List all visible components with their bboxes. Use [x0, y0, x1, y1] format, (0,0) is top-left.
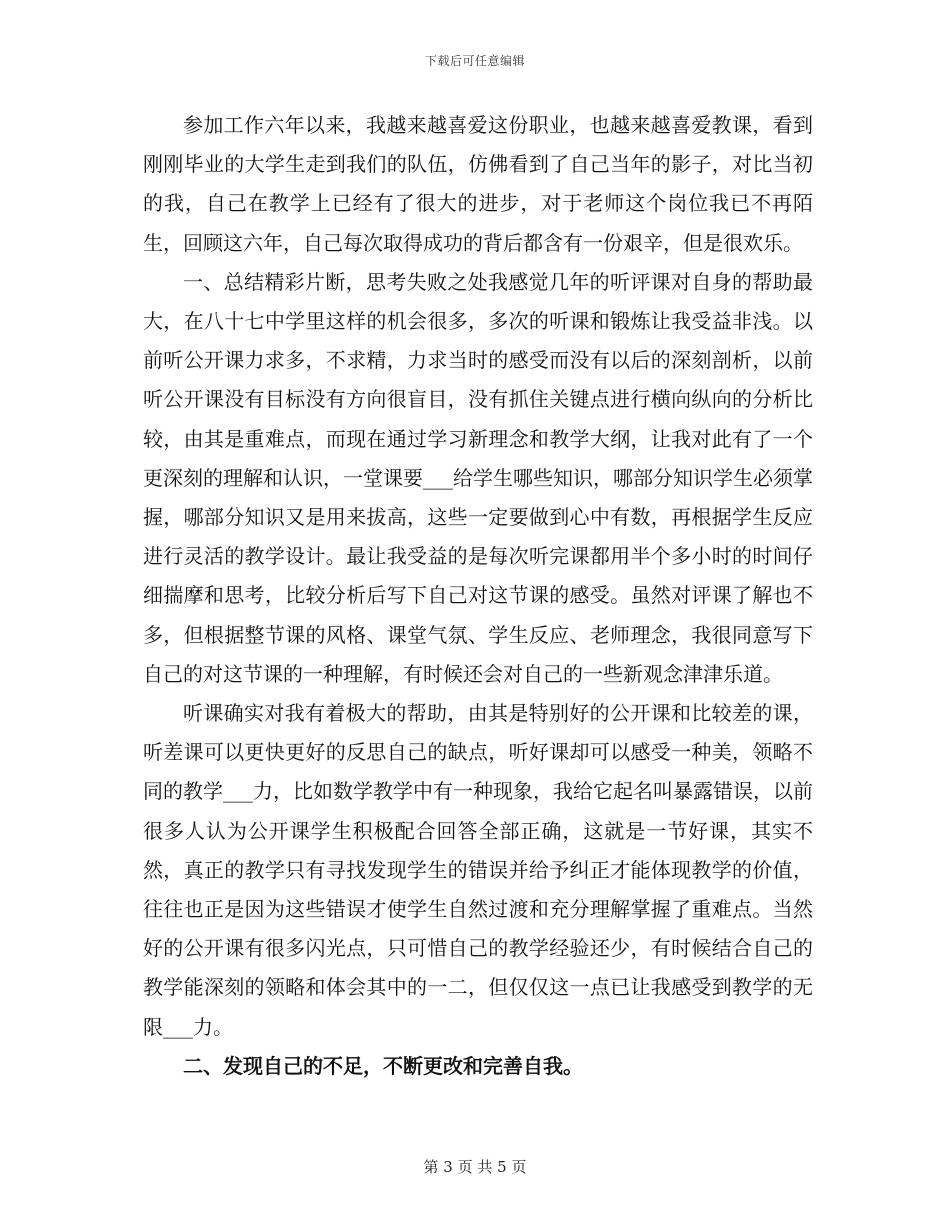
section-two-heading: 二、发现自己的不足，不断更改和完善自我。 — [183, 1053, 583, 1078]
paragraph-intro: 参加工作六年以来，我越来越喜爱这份职业，也越来越喜爱教课，看到刚刚毕业的大学生走到我们的队伍，仿佛看到了自己当年的影子，对比当初的我，自己在教学上已经有了很大的进步，对于老师这个岗位我已不再陌生，回顾这六年，自己每次取得成功的背后都含有一份艰辛，但是很欢乐。 — [143, 113, 813, 255]
paragraph-listening-lessons: 听课确实对我有着极大的帮助，由其是特别好的公开课和比较差的课，听差课可以更快更好的反思自己的缺点，听好课却可以感受一种美，领略不同的教学___力，比如数学教学中有一种现象，我给它起名叫暴露错误，以前很多人认为公开课学生积极配合回答全部正确，这就是一节好课，其实不然，真正的教学只有寻找发现学生的错误并给予纠正才能体现教学的价值，往往也正是因为这些错误才使学生自然过渡和充分理解掌握了重难点。当然好的公开课有很多闪光点，只可惜自己的教学经验还少，有时候结合自己的教学能深刻的领略和体会其中的一二，但仅仅这一点已让我感受到教学的无限___力。 — [143, 701, 813, 1039]
document-body — [143, 106, 813, 1086]
page-header: 下载后可任意编辑 — [424, 54, 525, 68]
page-footer: 第 3 页 共 5 页 — [423, 1158, 527, 1176]
paragraph-section-one: 一、总结精彩片断，思考失败之处我感觉几年的听评课对自身的帮助最大，在八十七中学里这样的机会很多，多次的听课和锻炼让我受益非浅。以前听公开课力求多，不求精，力求当时的感受而没有以后的深刻剖析，以前听公开课没有目标没有方向很盲目，没有抓住关键点进行横向纵向的分析比较，由其是重难点，而现在通过学习新理念和教学大纲，让我对此有了一个更深刻的理解和认识，一堂课要___给学生哪些知识，哪部分知识学生必须掌握，哪部分知识又是用来拔高，这些一定要做到心中有数，再根据学生反应进行灵活的教学设计。最让我受益的是每次听完课都用半个多小时的时间仔细揣摩和思考，比较分析后写下自己对这节课的感受。虽然对评课了解也不多，但根据整节课的风格、课堂气氛、学生反应、老师理念，我很同意写下自己的对这节课的一种理解，有时候还会对自己的一些新观念津津乐道。 — [143, 269, 813, 686]
